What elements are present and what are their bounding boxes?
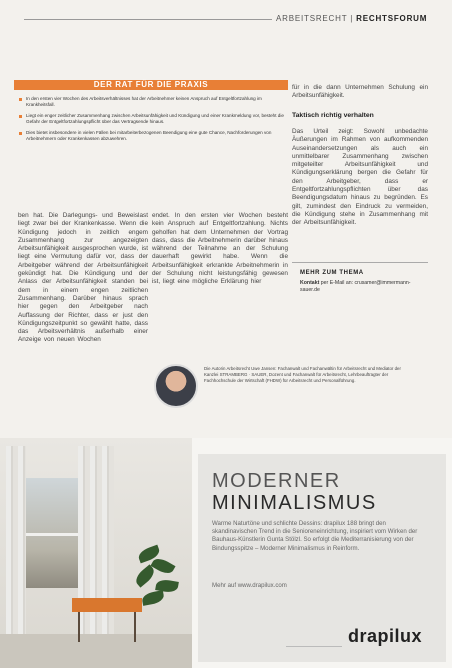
more-contact <box>300 280 422 294</box>
contact-email-link[interactable]: per E-Mail an: crusamer@immermann-sauer.de <box>300 280 411 293</box>
ad-divider <box>286 646 342 647</box>
practice-tip-list <box>18 96 284 146</box>
article-subheading: Taktisch richtig verhalten <box>292 112 374 119</box>
ad-copy: Warme Naturtöne und schlichte Dessins: drapilux 188 bringt den skandinavischen Trend in die Senioreneinrichtung, inspiriert vom Wirken der Bauhaus-Künstlerin Gunta Stölzl. So erfolgt die Mediterranisierung von der Bindungsspitze – Moderner Minimalismus in Reinform. <box>212 520 418 552</box>
ad-window <box>22 478 82 588</box>
more-on-topic-box <box>292 262 428 314</box>
ad-headline <box>212 470 377 514</box>
ad-curtain-left <box>6 446 26 662</box>
article-column-1: ben hat. Die Darlegungs- und Beweislast liegt zwar bei der Krankenkasse. Wenn die Kündigung jedoch in zeitlich engem Zusammenhang zur angezeigten Arbeitsunfähigkeit ausgesprochen wurde, ist liegt eine Vermutung dafür vor, dass der Arbeitgeber während der Arbeitsunfähigkeit gekündigt hat. Die Kündigung und der Anlass der Arbeitsunfähigkeit standen bei dem in einem engen zeitlichen Zusammenhang. Darüber hinaus sprach hier gegen den Arbeitgeber nach Auffassung der Richter, dass er just den Kündigungszeitpunkt so gewählt hatte, dass das Arbeitsverhältnis außerhalb einer Anzeige von neuen Wochen <box>18 212 148 344</box>
practice-tip-item: In den ersten vier Wochen des Arbeitsverhältnisses hat der Arbeitnehmer keinen Anspruch auf Entgeltfortzahlung im Krankheitsfall. <box>18 96 284 109</box>
section-label-bold: RECHTSFORUM <box>356 14 428 23</box>
practice-tip-item: Liegt ein enger zeitlicher Zusammenhang zwischen Arbeitsunfähigkeit und Kündigung und einer Krankmeldung vor, besteht die Gefahr der Entgeltfortzahlungspflicht über das Vertragsende hinaus. <box>18 113 284 126</box>
article-column-3: Das Urteil zeigt: Sowohl unbedachte Äußerungen im Rahmen von aufkommenden Auseinandersetzungen als auch ein unmittelbarer Zusammenhang zwischen mitgeteilter Arbeitsunfähigkeit und Kündigungserklärung bergen die Gefahr für den Arbeitgeber, dass er Entgeltfortzahlungspflichten über das Beendigungsdatum hinaus zu begründen. Es gilt, zumindest den Eindruck zu vermeiden, die Kündigung stehe in Zusammenhang mit der Arbeitsunfähigkeit. <box>292 128 428 227</box>
practice-tip-title: DER RAT FÜR DIE PRAXIS <box>14 80 288 90</box>
author-bio: Die Autorin Arbeitsrecht Uwe Jansen: Fachanwalt und Fachanwältin für Arbeitsrecht und Mediator der Kanzlei STRAMBERG · SAUER, Dozent und Fachanwalt für Arbeitsrecht, Lehrbeauftragter der Fachhochschule der Wirtschaft (FHDW) für Arbeitsrecht und Personalführung. <box>204 366 401 384</box>
author-box <box>154 364 404 410</box>
ad-website-link[interactable]: Mehr auf www.drapilux.com <box>212 582 287 589</box>
page-header <box>0 14 452 26</box>
ad-headline-line1: MODERNER <box>212 470 341 492</box>
article-column-2: endet. In den ersten vier Wochen besteht kein Anspruch auf Entgeltfortzahlung. Nichts geholfen hat dem Unternehmen der Vortrag dass, dass die Arbeitnehmerin darüber hinaus während der Teilnahme an der Schulung dauerhaft gewirkt habe. Wenn die Arbeitsunfähigkeit erkrankte Arbeitnehmerin in der Schulung nicht leistungsfähig gewesen ist, liegt eine mögliche Erklärung hier <box>152 212 288 286</box>
practice-tip-box <box>14 80 288 182</box>
header-rule <box>24 19 272 20</box>
ad-brand-logo: drapilux <box>348 626 423 646</box>
more-title: MEHR ZUM THEMA <box>300 270 364 276</box>
ad-plant-icon <box>128 548 188 628</box>
practice-tip-item: Dies bietet insbesondere in vielen Fällen bei mitarbeiterbezogenen Beendigung eine gute Chance, Nachforderungen von Arbeitnehmern oder Krankenkassen abzuwehren. <box>18 130 284 143</box>
author-avatar <box>154 364 198 408</box>
ad-headline-line2: MINIMALISMUS <box>212 492 377 514</box>
article-column-3-top: für in die dann Unternehmen Schulung ein Arbeitsunfähigkeit. <box>292 84 428 100</box>
ad-photo <box>0 438 192 668</box>
section-label <box>276 14 427 23</box>
section-label-light: ARBEITSRECHT | <box>276 14 357 23</box>
contact-label: Kontakt <box>300 280 320 286</box>
more-divider <box>292 262 428 263</box>
advertisement <box>0 438 452 668</box>
